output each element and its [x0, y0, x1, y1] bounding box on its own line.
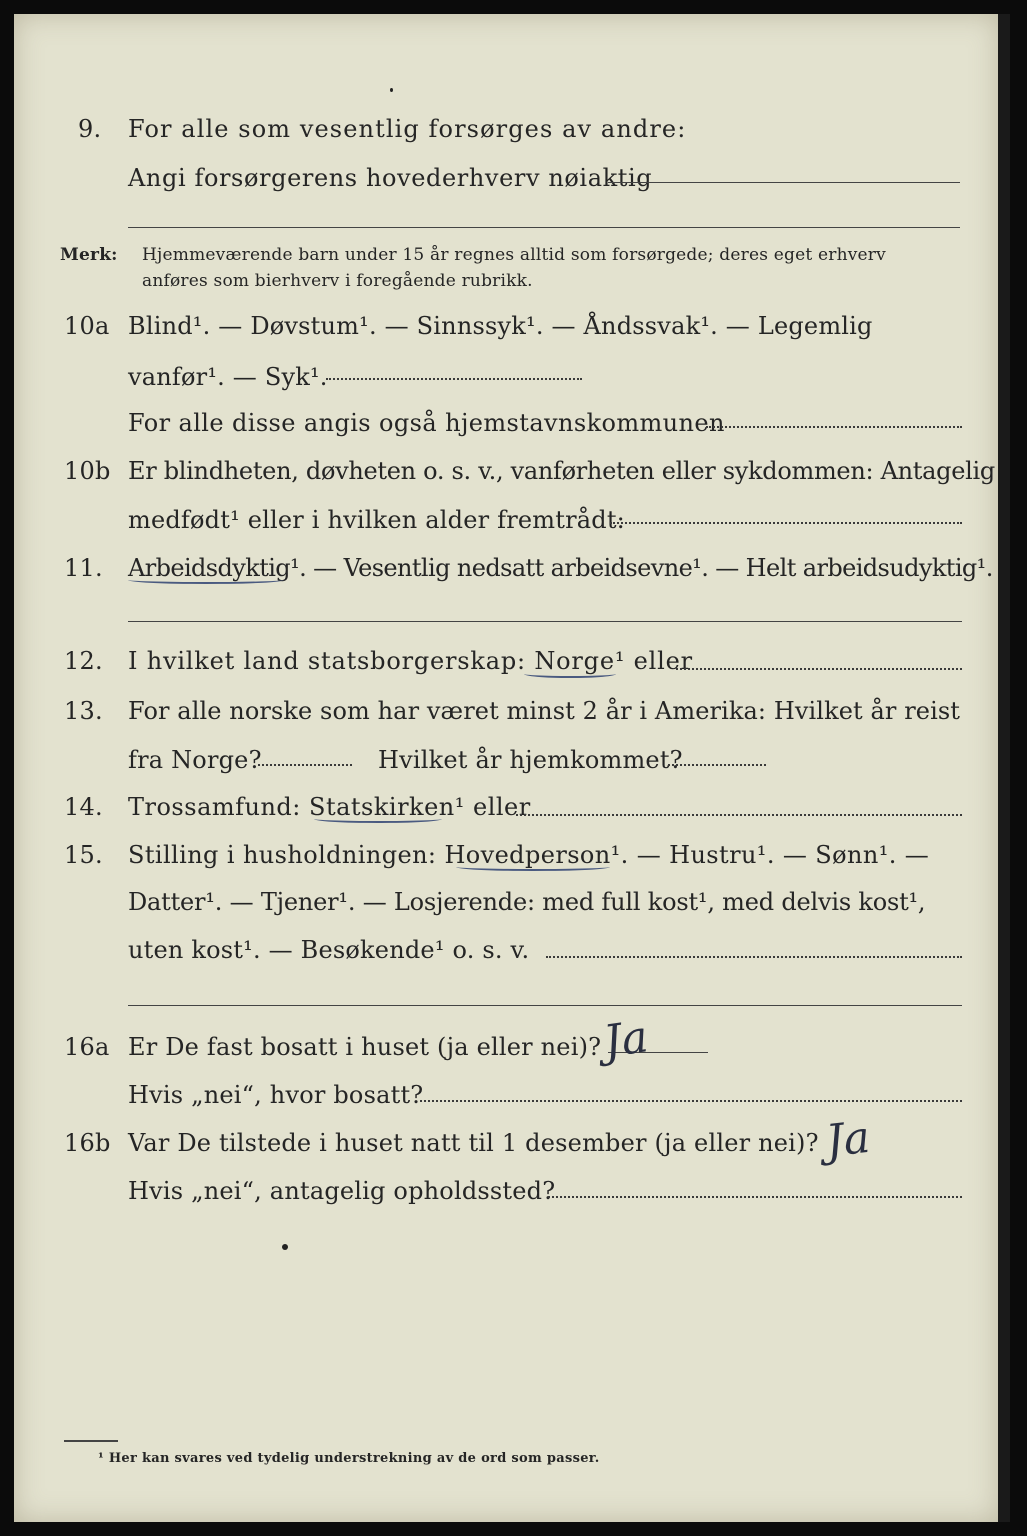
q12-number: 12.	[64, 647, 103, 675]
footnote-rule	[64, 1440, 118, 1442]
q13-line2a: fra Norge?	[128, 746, 262, 774]
q16b-line2: Hvis „nei“, antagelig opholdssted?	[128, 1177, 556, 1205]
q10a-line2: vanfør¹. — Syk¹.	[128, 363, 328, 391]
q15-answer-underline	[456, 863, 610, 871]
q14-answer-line[interactable]	[516, 814, 962, 816]
q10b-line1: Er blindheten, døvheten o. s. v., vanførheten eller sykdommen: Antagelig	[128, 457, 995, 485]
q13-reist-line[interactable]	[258, 764, 352, 766]
q10b-line2: medfødt¹ eller i hvilken alder fremtrådt:	[128, 506, 625, 534]
q16b-line1: Var De tilstede i huset natt til 1 desember (ja eller nei)?	[128, 1129, 819, 1157]
q16a-line1: Er De fast bosatt i huset (ja eller nei)?	[128, 1033, 602, 1061]
q10b-number: 10b	[64, 457, 111, 485]
q9-line2: Angi forsørgerens hovederhverv nøiaktig	[128, 164, 653, 192]
q15-answer-line[interactable]	[546, 956, 962, 958]
q15-number: 15.	[64, 841, 103, 869]
q14-line1: Trossamfund: Statskirken¹ eller	[128, 793, 531, 821]
q16b-opholdssted-line[interactable]	[548, 1196, 962, 1198]
q9-line1: For alle som vesentlig forsørges av andre:	[128, 115, 687, 143]
q13-line1: For alle norske som har været minst 2 år i Amerika: Hvilket år reist	[128, 697, 961, 725]
merk-line1: Hjemmeværende barn under 15 år regnes alltid som forsørgede; deres eget erhverv	[142, 245, 886, 265]
q15-line2: Datter¹. — Tjener¹. — Losjerende: med full kost¹, med delvis kost¹,	[128, 888, 926, 916]
q13-line2b: Hvilket år hjemkommet?	[378, 746, 683, 774]
q15-line1: Stilling i husholdningen: Hovedperson¹. — Hustru¹. — Sønn¹. —	[128, 841, 930, 869]
q16b-number: 16b	[64, 1129, 111, 1157]
q11-number: 11.	[64, 554, 103, 582]
q10a-number: 10a	[64, 312, 110, 340]
q16a-bosatt-line[interactable]	[420, 1100, 962, 1102]
q12-answer-underline	[524, 670, 616, 678]
q11-extra-line[interactable]	[128, 621, 962, 622]
q13-hjemkommet-line[interactable]	[668, 764, 766, 766]
q14-answer-underline	[314, 815, 442, 823]
q10a-kommune-line[interactable]	[706, 426, 962, 428]
page-edge	[998, 14, 1010, 1522]
q16a-line2: Hvis „nei“, hvor bosatt?	[128, 1081, 424, 1109]
merk-line2: anføres som bierhverv i foregående rubrikk.	[142, 271, 533, 291]
footnote: ¹ Her kan svares ved tydelig understrekning av de ord som passer.	[98, 1451, 600, 1466]
q16b-answer-handwritten: Ja	[823, 1111, 873, 1168]
q11-line1: Arbeidsdyktig¹. — Vesentlig nedsatt arbeidsevne¹. — Helt arbeidsudyktig¹.	[128, 554, 993, 582]
q14-number: 14.	[64, 793, 103, 821]
q10a-line1: Blind¹. — Døvstum¹. — Sinnssyk¹. — Åndssvak¹. — Legemlig	[128, 312, 873, 340]
ink-dot	[282, 1244, 288, 1250]
q10a-answer-line[interactable]	[326, 378, 582, 380]
q16a-answer-handwritten: Ja	[600, 1011, 652, 1068]
q12-line1: I hvilket land statsborgerskap: Norge¹ eller	[128, 647, 693, 675]
q9-number: 9.	[78, 115, 102, 143]
q12-answer-line[interactable]	[676, 668, 962, 670]
merk-label: Merk:	[60, 245, 118, 265]
q9-answer-line[interactable]	[608, 182, 960, 183]
q13-number: 13.	[64, 697, 103, 725]
q10a-line3: For alle disse angis også hjemstavnskommunen	[128, 409, 725, 437]
ink-speck	[390, 88, 393, 92]
q9-answer-line-2[interactable]	[128, 227, 960, 228]
q11-answer-underline	[128, 576, 284, 584]
q10b-answer-line[interactable]	[610, 522, 962, 524]
q15-line3: uten kost¹. — Besøkende¹ o. s. v.	[128, 936, 530, 964]
q16a-number: 16a	[64, 1033, 110, 1061]
q15-extra-line[interactable]	[128, 1005, 962, 1006]
